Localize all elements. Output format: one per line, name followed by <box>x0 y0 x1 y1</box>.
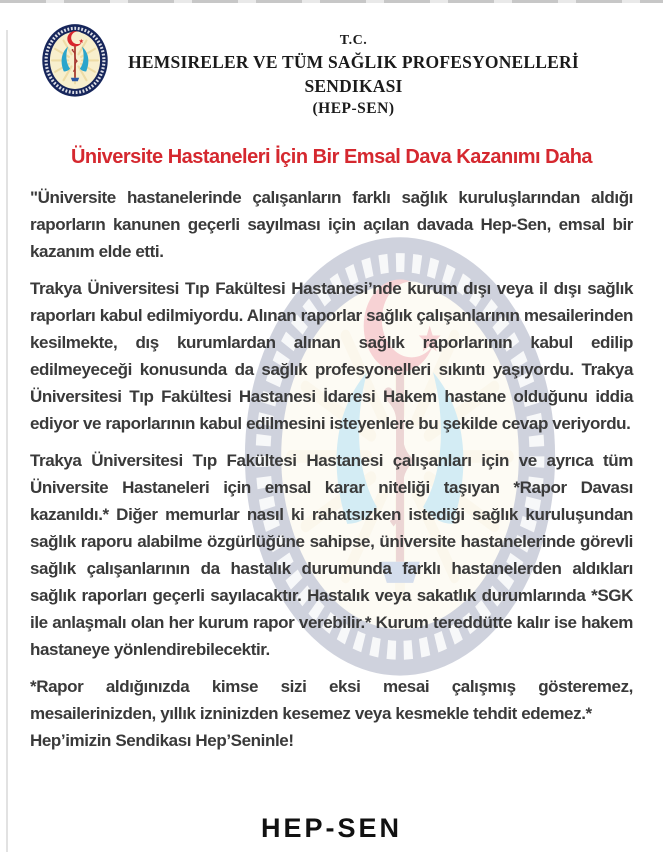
closing-slogan: Hep’imizin Sendikası Hep’Seninle! <box>30 731 294 750</box>
letterhead <box>0 0 663 120</box>
header-org-name: HEMSIRELER VE TÜM SAĞLIK PROFESYONELLERİ SENDIKASI <box>128 52 579 96</box>
paragraph-3: Trakya Üniversitesi Tıp Fakültesi Hastanesi çalışanları için ve ayrıca tüm Üniversite Hastaneleri için emsal karar niteliği taşıyan *Rapor Davası kazanıldı.* Diğer memurlar nasıl ki rahatsızken istediği sağlık kuruluşundan sağlık raporu alabilme özgürlüğüne sahipse, üniversite hastanelerinde görevli sağlık çalışanlarının da hastalık durumunda farklı hastanelerden aldıkları sağlık raporları geçerli sayılacaktır. Hastalık veya sakatlık durumlarında *SGK ile anlaşmalı olan her kurum rapor verebilir.* Kurum tereddütte kalır ise hakem hastaneye yönlendirebilecektir. <box>30 451 633 659</box>
footer-brand: HEP-SEN <box>260 813 403 843</box>
hepsen-emblem-icon <box>40 20 110 98</box>
letterhead-text <box>110 20 633 120</box>
article-title: Üniversite Hastaneleri İçin Bir Emsal Dava Kazanımı Daha <box>70 146 593 168</box>
header-tc: T.C. <box>339 33 368 48</box>
header-org-abbr: (HEP-SEN) <box>312 100 395 117</box>
paragraph-1: "Üniversite hastanelerinde çalışanların farklı sağlık kuruluşlarından aldığı raporların kanunen geçerli sayılması için açılan davada Hep-Sen, emsal bir kazanım elde etti. <box>30 188 633 261</box>
article-body <box>30 184 633 754</box>
paragraph-4: *Rapor aldığınızda kimse sizi eksi mesai çalışmış gösteremez, mesailerinizden, yıllık izninizden kesemez veya kesmekle tehdit edemez.* <box>30 677 633 723</box>
paragraph-2: Trakya Üniversitesi Tıp Fakültesi Hastanesi’nde kurum dışı veya il dışı sağlık raporları kabul edilmiyordu. Alınan raporlar sağlık çalışanlarının mesailerinden kesilmekte, dış kurumlardan alınan sağlık raporlarının kabul edilip edilmeyeceği konusunda da sağlık profesyonelleri sıkıntı yaşıyordu. Trakya Üniversitesi Tıp Fakültesi Hastanesi İdaresi Hakem hastane olduğunu iddia ediyor ve raporlarının kabul edilmesini isteyenlere bu şekilde cevap veriyordu. <box>30 279 633 433</box>
